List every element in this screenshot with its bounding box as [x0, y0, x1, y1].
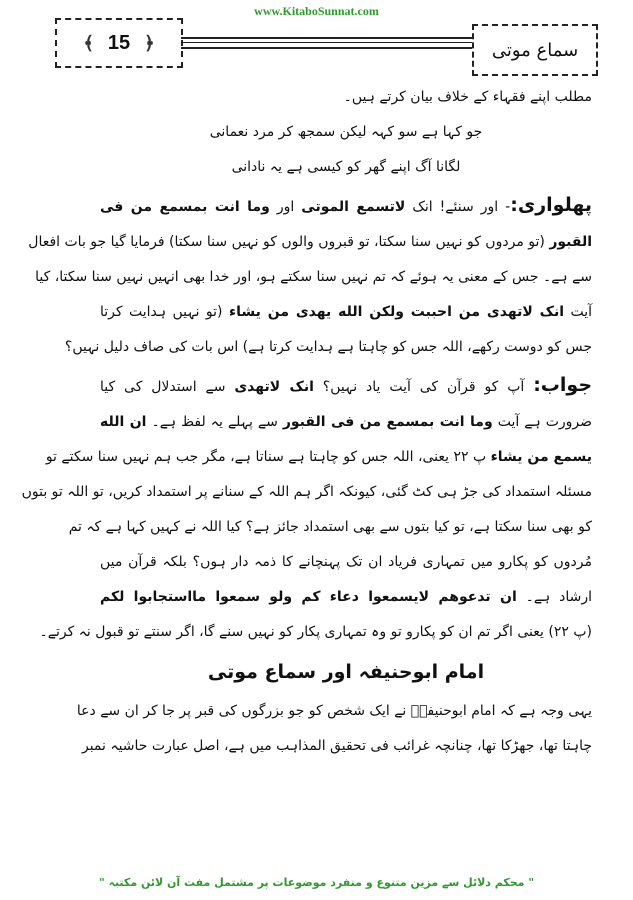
verse-line: لگانا آگ اپنے گھر کو کیسی ہے یہ نادانی — [231, 159, 461, 175]
text: (تو نہیں ہدایت کرتا — [100, 304, 229, 320]
page-number-box — [55, 18, 183, 68]
text: - اور سنئے! انک — [405, 199, 511, 215]
quran-text: القبور — [549, 234, 592, 250]
paragraph-line: جس کو دوست رکھے، اللہ جس کو چاہتا ہے ہدایت کرتا ہے) اس بات کی صاف دلیل نہیں؟ — [64, 339, 592, 355]
quran-text: ان تدعوهم لايسمعوا دعاء كم ولو سمعوا مااستجابوا لكم — [100, 589, 517, 605]
running-title: سماع موتی — [472, 24, 598, 76]
section-heading: امام ابوحنیفہ اور سماع موتی — [207, 661, 485, 683]
verse-line: جو کہا ہے سو کہہ لیکن سمجھ کر مرد نعمانی — [209, 124, 483, 140]
paragraph-line: سے ہے۔ جس کے معنی یہ ہوئے کہ تم نہیں سنا سکتے ہو، اور خدا بھی انہیں نہیں سنا سکتا، کیا — [35, 269, 592, 285]
paragraph-line: مطلب اپنے فقہاء کے خلاف بیان کرتے ہیں۔ — [343, 89, 592, 105]
page-body — [21, 80, 593, 764]
quran-text: وما انت بمسمع من فی القبور — [282, 414, 493, 430]
text: (تو مردوں کو نہیں سنا سکتا، تو قبروں والوں کو نہیں سنا سکتا) فرمایا گیا جو بات افعال — [28, 234, 550, 250]
quran-text: ان الله — [100, 414, 147, 430]
text: آپ کو قرآن کی آیت یاد نہیں؟ — [313, 379, 534, 395]
text: سے استدلال کی کیا — [100, 379, 235, 395]
header-rule — [181, 47, 472, 49]
text: ارشاد ہے۔ — [516, 589, 592, 605]
paragraph-line — [100, 365, 592, 405]
footer-tagline: " محکم دلائل سے مزین متنوع و منفرد موضوعات پر مشتمل مفت آن لائن مکتبہ " — [98, 876, 535, 889]
text: اور — [269, 199, 302, 215]
quran-text: يسمع من يشاء — [490, 449, 592, 465]
header-rule — [181, 42, 472, 43]
speaker-label: جواب: — [533, 374, 593, 396]
paragraph-line — [100, 405, 592, 440]
ornament-right-icon: ﴿ — [144, 32, 155, 53]
paragraph-line: مُردوں کو پکارو میں تمہاری فریاد ان تک پہنچانے کا ذمہ دار ہوں؟ بلکہ قرآن میں — [100, 554, 592, 570]
speaker-label: پھلواری: — [510, 194, 593, 216]
paragraph-line — [100, 295, 592, 330]
paragraph-line — [100, 185, 592, 225]
paragraph-line: چاہتا تھا، جھڑکا تھا، چنانچہ غرائب فی تحقیق المذاہب میں ہے، اصل عبارت حاشیہ نمبر — [81, 738, 592, 754]
page-number: 15 — [107, 31, 131, 54]
ornament-left-icon: ﴾ — [83, 32, 94, 53]
text: ضرورت ہے آیت — [492, 414, 593, 430]
paragraph-line — [100, 580, 592, 615]
header-rule — [181, 37, 472, 39]
text: آیت — [564, 304, 592, 320]
paragraph-line — [45, 440, 592, 475]
paragraph-line: کو بھی سنا سکتا ہے، تو کیا بتوں سے بھی استمداد جائز ہے؟ کیا اللہ نے کہیں کہا ہے کہ تم — [68, 519, 592, 535]
text: پ ۲۲ یعنی، اللہ جس کو چاہتا ہے سناتا ہے، مگر جب ہم نہیں سنا سکتے تو — [45, 449, 491, 465]
paragraph-line: مسئلہ استمداد کی جڑ ہی کٹ گئی، کیونکہ اگر ہم اللہ کے سنانے پر استمداد کریں، تو اللہ تو بتوں — [21, 484, 592, 500]
quran-text: انک لاتهدی — [234, 379, 314, 395]
quran-text: انک لاتهدی من احببت ولكن الله يهدى من يشاء — [228, 304, 565, 320]
paragraph-line: (پ ۲۲) یعنی اگر تم ان کو پکارو تو وہ تمہاری پکار کو نہیں سنے گا، اگر سنتے تو قبول نہ کرتے۔ — [39, 624, 592, 640]
paragraph-line: یہی وجہ ہے کہ امام ابوحنیفہؒ نے ایک شخص کو جو بزرگوں کی قبر پر جا کر ان سے دعا — [76, 703, 592, 719]
quran-text: وما انت بمسمع من فی — [100, 199, 270, 215]
quran-text: لاتسمع الموتی — [301, 199, 406, 215]
website-url: www.KitaboSunnat.com — [254, 4, 379, 18]
paragraph-line — [28, 225, 592, 260]
text: سے پہلے یہ لفظ ہے۔ — [146, 414, 283, 430]
